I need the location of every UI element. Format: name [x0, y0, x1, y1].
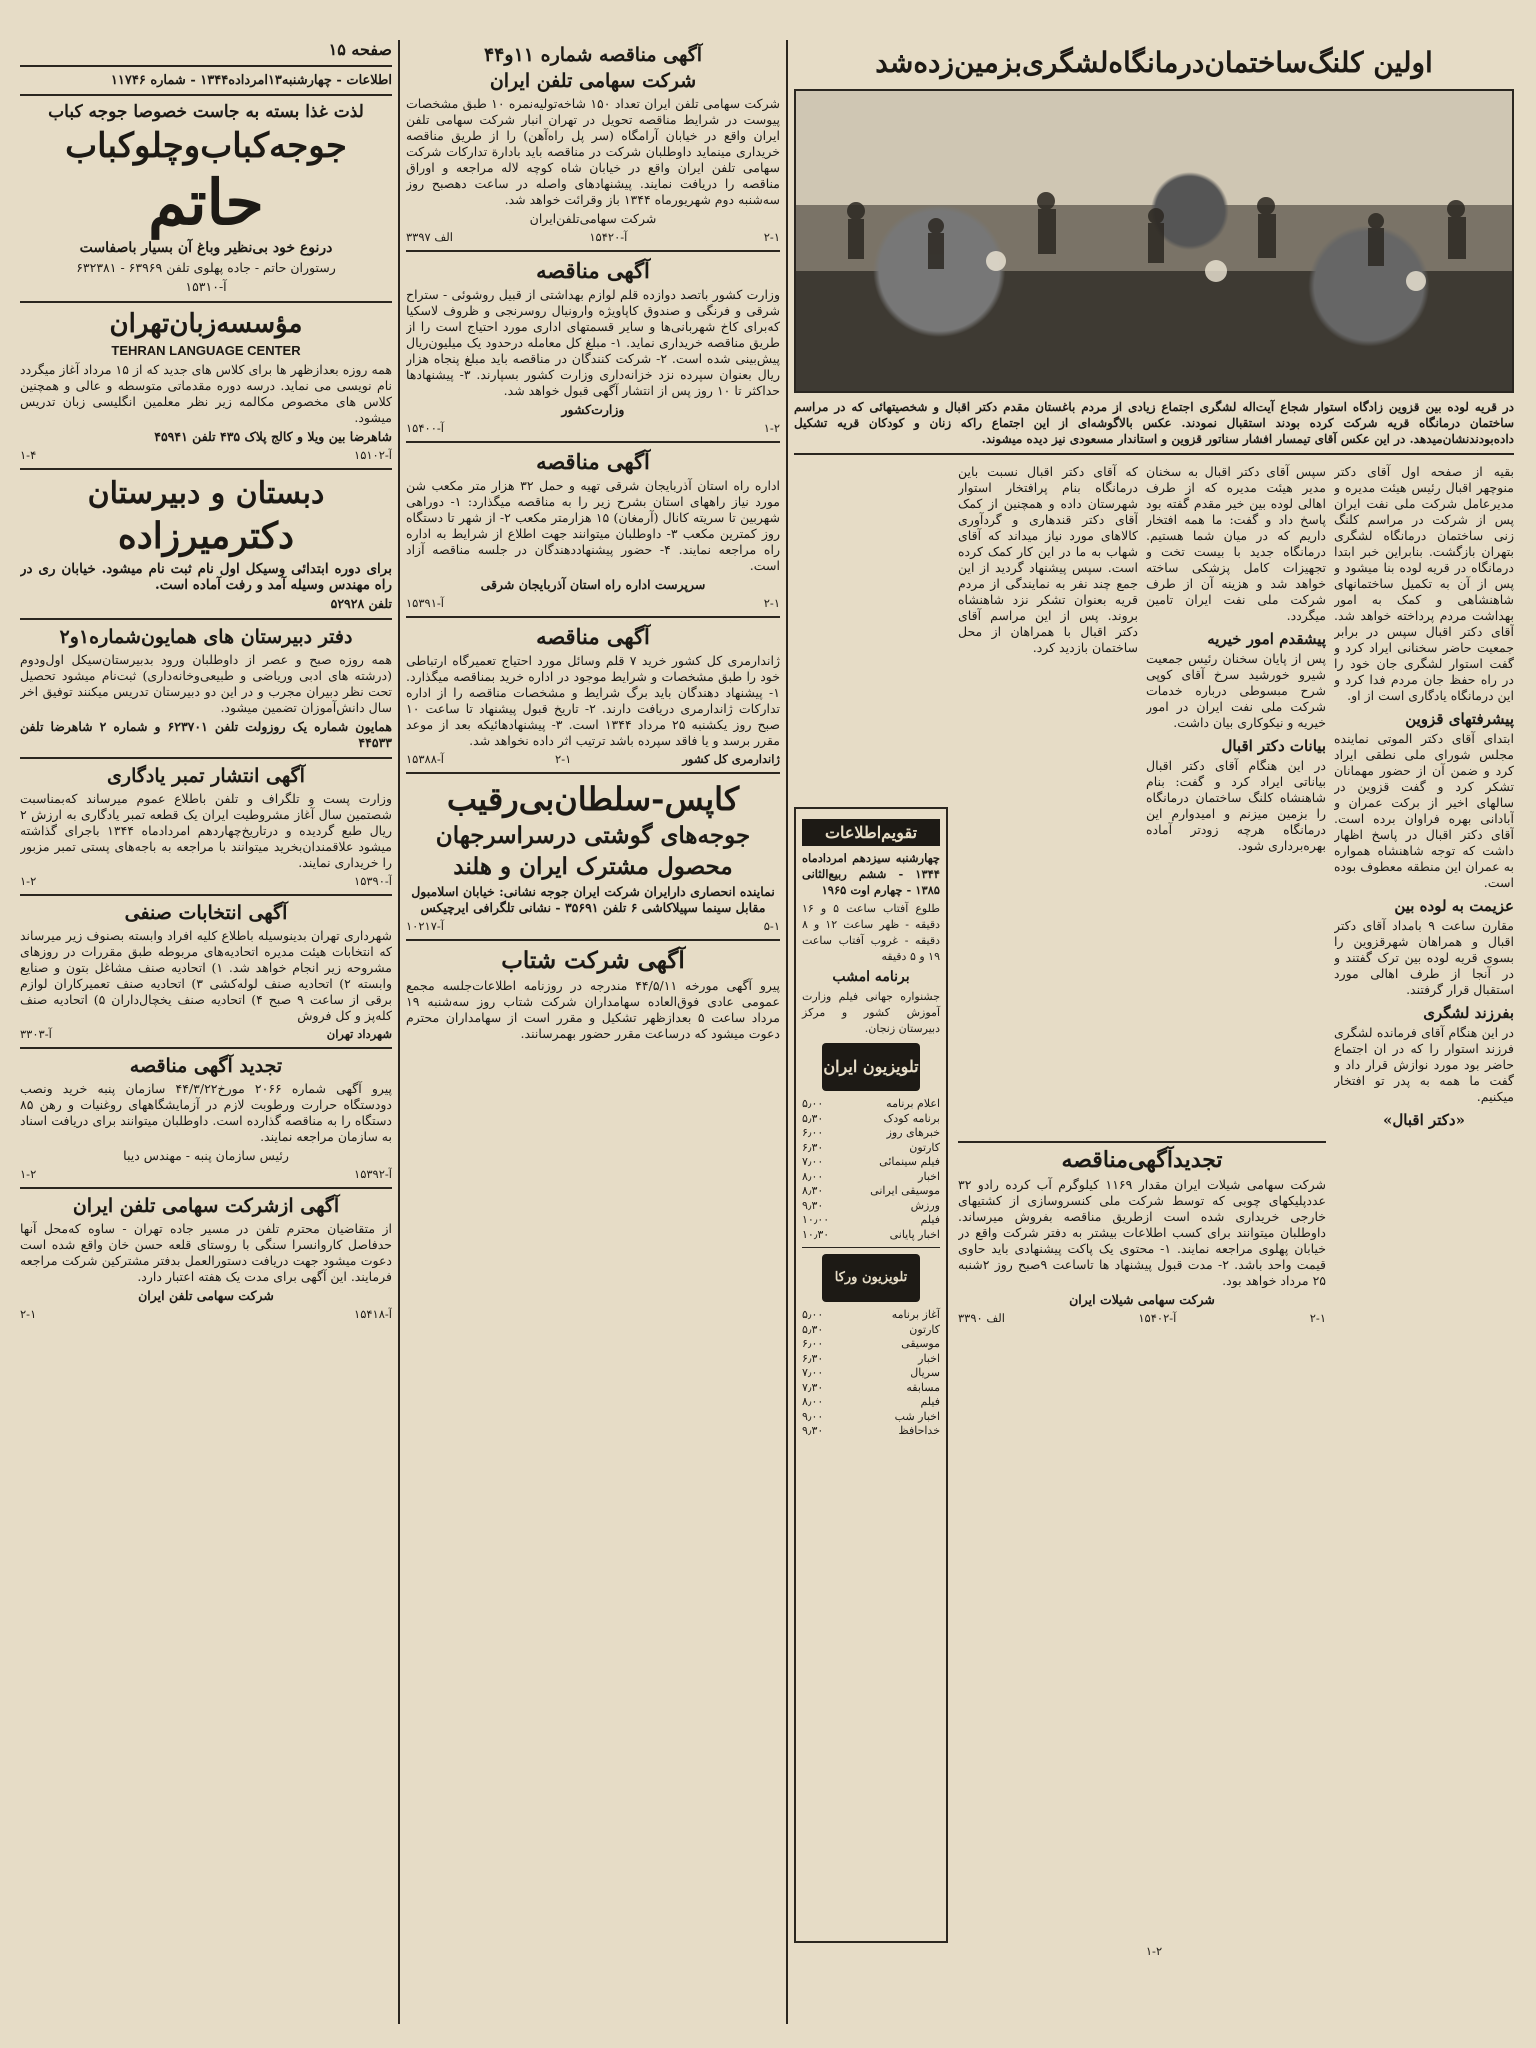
guild-code: آ-۳۳۰۳ — [20, 1027, 52, 1041]
tv-program-time: ۶٫۳۰ — [802, 1140, 824, 1154]
tv-program-time: ۹٫۳۰ — [802, 1424, 824, 1437]
caps-title: کاپس-سلطان‌بی‌رقیب — [446, 780, 740, 818]
tv-program-name: اخبار — [918, 1351, 940, 1365]
tv-program-name: خبرهای روز — [886, 1126, 940, 1139]
guild-body: شهرداری تهران بدینوسیله باطلاع کلیه افراد وابسته بصنوف زیر میرساند که انتخابات هیئت مدیره اتحادیه‌های مربوطه طبق مقررات در روزهای مشروحه زیر انجام خواهد شد. ۱) اتحادیه صنف مشاغل بتون و صنایع وابسته ۲) اتحادیه صنف لوله‌کشی ۳) اتحادیه صنف تعمیرکاران لوازم برقی از ساعت ۹ صبح ۴) اتحادیه صنف یخچال‌داران ۵) اتحادیه صنف کله‌پز و کل فروش — [20, 928, 392, 1023]
article-col-1 — [1334, 461, 1514, 1941]
fisheries-tender-sign: شرکت سهامی شیلات ایران — [1069, 1292, 1215, 1307]
fisheries-tender-alef: الف ۳۳۹۰ — [958, 1311, 1005, 1325]
feat3-heading: بفرزند لشگری — [1423, 1004, 1514, 1022]
right-section — [794, 40, 1514, 2024]
tv-program-item — [802, 1112, 940, 1127]
feat5-body: در این هنگام آقای دکتر اقبال بیاناتی ایراد کرد و گفت: بنام شاهنشاه کلنگ ساختمان درمانگاه را بزمین میزنم و امیدوارم این درمانگاه هرچه زودتر آماده بهره‌برداری شود. — [1146, 758, 1326, 853]
tv-schedule-1 — [802, 1097, 940, 1242]
tender1-num: ۲-۱ — [763, 230, 780, 244]
tv-program-item — [802, 1308, 940, 1323]
tv-program-time: ۷٫۰۰ — [802, 1155, 824, 1168]
shetab-ad — [406, 947, 780, 1042]
phone-notice-num: ۲-۱ — [20, 1307, 37, 1321]
tv-program-name: آغاز برنامه — [891, 1308, 940, 1321]
tehran-lang-title-en: TEHRAN LANGUAGE CENTER — [111, 343, 301, 358]
caps-body: نماینده انحصاری دارایران شرکت ایران جوجه نشانی: خیابان اسلامبول مقابل سینما سپیلاکاشی ۶ تلفن ۳۵۶۹۱ - نشانی تلگرافی ایرچیکس — [411, 884, 775, 915]
feat2-body: مقارن ساعت ۹ بامداد آقای دکتر اقبال و همراهان شهرقزوین را بسوی قریه لوده بین ترک گفتند و در آنجا از طرف اهالی مورد استقبال قرار گرفتند. — [1334, 918, 1514, 997]
feat4-body: پس از پایان سخنان رئیس جمعیت شیرو خورشید سرخ آقای کوپی شرح مبسوطی درباره خدمات شرکت ملی نفت ایران در امور خیریه و نیکوکاری بیان داشت. — [1146, 651, 1326, 730]
left-column — [20, 40, 392, 2024]
tender2-num: ۱-۲ — [763, 421, 780, 435]
tv-sun: طلوع آفتاب ساعت ۵ و ۱۶ دقیقه - ظهر ساعت ۱۲ و ۸ دقیقه - غروب آفتاب ساعت ۱۹ و ۵ دقیقه — [802, 902, 941, 963]
tv-program-time: ۸٫۰۰ — [802, 1395, 824, 1408]
tv-program-time: ۶٫۳۰ — [802, 1351, 824, 1365]
tv-program-time: ۵٫۰۰ — [802, 1097, 824, 1110]
guild-title: آگهی انتخابات صنفی — [124, 902, 288, 924]
cotton-tender-num: ۱-۲ — [20, 1167, 37, 1181]
tender3-num: ۲-۱ — [763, 596, 780, 610]
tv-program-item — [802, 1126, 940, 1141]
article-body-2: سپس آقای دکتر اقبال به سخنان مدیر هیئت مدیره که از طرف اهالی لوده بین خیر مقدم گفته بود پاسخ داد و گفت: ما همه افتخار داریم که در میان شما هستیم. درمانگاه جدید با بیست تخت و تجهیزات کامل پزشکی ساخته خواهد شد و هزینه آن از طرف شرکت ملی نفت ایران تامین میگردد. — [1146, 464, 1326, 623]
tender4-ad — [406, 624, 780, 766]
newspaper-page — [20, 40, 1514, 2024]
tehran-lang-num: ۱-۴ — [20, 448, 37, 462]
tv-program-name: برنامه کودک — [883, 1111, 940, 1125]
tender4-sign: ژاندارمری کل کشور — [682, 752, 780, 766]
tv-tonight-body: جشنواره جهانی فیلم وزارت آموزش کشور و مرکز دبیرستان زنجان. — [802, 990, 940, 1035]
tender3-body: اداره راه استان آذربایجان شرقی تهیه و حمل ۳۲ هزار متر مکعب شن مورد نیاز راههای استان بشرح زیر را به مناقصه میگذارد: ۱- دوراهی شهربین تا سریته کانال (آرمغان) ۱۵ هزارمتر مکعب ۲- از شهر تا دستگاه روز کمترین مکعب ۳- داوطلبان میتوانند جهت اطلاع از شرایط به اداره راه مراجعه نمایند. ۴- حضور پیشنهاددهندگان در جلسه مناقصه آزاد است. — [406, 478, 780, 573]
tender1-alef: الف ۳۳۹۷ — [406, 230, 453, 244]
shetab-body: پیرو آگهی مورخه ۴۴/۵/۱۱ مندرجه در روزنامه اطلاعات‌جلسه مجمع عمومی عادی فوق‌العاده سهامداران شرکت شتاب روز سه‌شنبه ۱۹ مرداد ساعت ۵ بعدازظهر تشکیل و مقرر است از سهامداران محترم دعوت میشود که درساعت مقرر حضور بهمرسانند. — [406, 978, 780, 1041]
tv-program-item — [802, 1228, 940, 1243]
tv-program-name: اخبار پایانی — [889, 1227, 940, 1241]
cotton-tender-body: پیرو آگهی شماره ۲۰۶۶ مورخ۴۴/۳/۲۲ سازمان پنبه خرید ونصب دودستگاه حرارت ورطوبت لازم در آزمایشگاههای روغنیات و رهن ۸۵ دستگاه را به مناقصه گذارده است. داوطلبان میتوانند برای دریافت اسناد به سازمان مراجعه نمایند. — [20, 1081, 392, 1144]
stamp-body: وزارت پست و تلگراف و تلفن باطلاع عموم میرساند که‌بمناسبت شصتمین سال آغاز مشروطیت ایران یک قطعه تمبر یادگاری به ارزش ۲ ریال طبع گردیده و درتاریخ‌چهاردهم امردادماه ۱۳۴۴ باجرای گذاشته میشود علاقمندان‌بخرید میتوانند با مراجعه به باجه‌های پستی تمبر مزبور را خریداری نمایند. — [20, 791, 392, 870]
tv-tonight: برنامه امشب — [832, 969, 910, 985]
fisheries-tender-ad — [958, 1141, 1326, 1783]
phone-notice-code: آ-۱۵۴۱۸ — [354, 1307, 392, 1321]
tv-program-time: ۹٫۳۰ — [802, 1198, 824, 1212]
tender3-sign: سرپرست اداره راه استان آذربایجان شرقی — [480, 577, 706, 592]
tender3-code: آ-۱۵۳۹۱ — [406, 596, 444, 610]
dateline: اطلاعات - چهارشنبه۱۳امرداده۱۳۴۴ - شماره ۱۱۷۴۶ — [110, 73, 392, 88]
caps-ad — [406, 780, 780, 933]
feat5-heading: بیانات دکتر اقبال — [1221, 737, 1326, 755]
tv-program-item — [802, 1366, 940, 1381]
tv-program-name: ورزش — [910, 1198, 940, 1212]
mirzadeh-title2: دکترمیرزاده — [117, 515, 295, 557]
tv-program-item — [802, 1141, 940, 1156]
cotton-tender-title: تجدید آگهی مناقصه — [129, 1055, 283, 1077]
tv-program-name: اخبار شب — [894, 1409, 940, 1423]
photo-caption: در قریه لوده بین قزوین زادگاه استوار شجاع آیت‌اله لشگری اجتماع زیادی از مردم باغستان مقدم دکتر اقبال و شخصیتهائی که در مراسم ساختمان درمانگاه قریه شرکت کرده بودند استقبال نمودند. عکس بالاگوشه‌ای از این اجتماع راکه زنان و کودکان قریه تشکیل داده‌بودند‌نشان‌میدهد. در این عکس آقای تیمسار افشار سناتور قزوین و استاندار مسعودی نیز دیده میشوند. — [794, 400, 1514, 446]
homayoun-title: دفتر دبیرستان های همایون‌شماره۱و۲ — [59, 626, 353, 648]
cotton-tender-ad — [20, 1055, 392, 1181]
tehran-lang-addr: شاهرضا بین ویلا و کالج پلاک ۴۳۵ تلفن ۴۵۹۴۱ — [154, 429, 392, 444]
tv-program-time: ۶٫۰۰ — [802, 1337, 824, 1350]
tender3-ad — [406, 449, 780, 610]
tv-logo-iran: تلویزیون ایران — [822, 1043, 920, 1091]
homayoun-body: همه روزه صبح و عصر از داوطلبان ورود بدبیرستان‌سیکل اول‌ودوم (درشته های ادبی وریاضی و طبیعی‌وخانه‌داری) ثبت‌نام میشود تحصیل تحت نظر دبیران مجرب و در این دو دبیرستان تدریس میکنند توفیق اخر سال دانش‌آموزان تضمین میشود. — [20, 652, 392, 715]
tender4-body: ژاندارمری کل کشور خرید ۷ قلم وسائل مورد احتیاج تعمیرگاه ارتباطی خود را طبق مشخصات و شرایط موجود در اداره خرید بمناقصه میگذارد. ۱- پیشنهاد دهندگان باید برگ شرایط و مشخصات مناقصه را از اداره تدارکات ژاندارمری دریافت دارند. ۲- تاریخ قبول پیشنهاد تا ساعت ۱۰ صبح روز یکشنبه ۲۵ مرداد ۱۳۴۴ است. ۳- پیشنهادهائیکه بعد از موعد مقرر برسد و یا فاقد سپرده باشد ترتیب اثر داده نخواهد شد. — [406, 653, 780, 748]
phone-notice-ad — [20, 1195, 392, 1321]
tv-program-name: موسیقی — [901, 1337, 940, 1350]
phone-notice-title: آگهی ازشرکت سهامی تلفن ایران — [72, 1195, 340, 1217]
tv-program-item — [802, 1155, 940, 1170]
tv-program-item — [802, 1199, 940, 1214]
crowd-figures-icon — [796, 91, 1512, 387]
tv-header: تقویم‌اطلاعات — [802, 819, 940, 846]
tv-program-name: کارتون — [909, 1322, 940, 1336]
feat1-heading: پیشرفتهای قزوین — [1405, 710, 1514, 728]
tv-program-time: ۱۰٫۳۰ — [802, 1227, 830, 1241]
tv-program-name: کارتون — [909, 1140, 940, 1154]
tv-program-item — [802, 1213, 940, 1228]
mirzadeh-title1: دبستان و دبیرستان — [87, 476, 325, 511]
tv-program-time: ۷٫۰۰ — [802, 1366, 824, 1379]
tehran-lang-code: آ-۱۵۱۰۲ — [354, 448, 392, 462]
phone-notice-body: از متقاضیان محترم تلفن در مسیر جاده تهران - ساوه که‌محل آنها حدفاصل کاروانسرا سنگی با روستای قلعه حسن خان واقع شده است دعوت میشود جهت دریافت دستورالعمل بدفتر مشترکین شرکت مراجعه فرمایند. این آگهی برای مدت یک هفته اعتبار دارد. — [20, 1221, 392, 1284]
headline: اولین کلنگ‌ساختمان‌درمانگاه‌لشگری‌بزمین‌زده‌شد — [875, 46, 1433, 79]
tender1-company: شرکت سهامی تلفن ایران — [489, 70, 697, 92]
hatam-addr: رستوران حاتم - جاده پهلوی تلفن ۶۳۹۶۹ - ۶۳۲۳۸۱ — [76, 260, 336, 275]
tv-program-time: ۵٫۰۰ — [802, 1308, 824, 1321]
tender2-body: وزارت کشور باتصد دوازده قلم لوازم بهداشتی از قبیل روشوئی - ستراح شرقی و فرنگی و صندوق کاپاویژه وارونیال روسرنجی و ظروف لاسکیا که‌برای کاخ شهربانی‌ها و سایر قسمتهای اداری مورد احتیاج است را از طریق مناقصه خریداری نماید. ۱- مبلغ کل معامله درحدود یک میلیون‌ریال پیش‌بینی شده است. ۲- شرکت کنندگان در مناقصه باید مبلغ پنجاه هزار ریال بعنوان سپرده نزد خزانه‌داری وزارت کشور بسپارند. ۳- پیشنهادها حداکثر تا ۱۰ روز پس از انتشار آگهی قبول خواهد شد. — [406, 287, 780, 398]
tv-program-time: ۸٫۰۰ — [802, 1169, 824, 1183]
tv-program-name: اخبار — [918, 1169, 940, 1183]
hatam-title2: حاتم — [148, 166, 264, 239]
tv-program-item — [802, 1395, 940, 1410]
cotton-tender-sign: رئیس سازمان پنبه - مهندس دیبا — [123, 1148, 289, 1163]
tv-program-item — [802, 1170, 940, 1185]
tv-program-time: ۸٫۳۰ — [802, 1184, 824, 1197]
stamp-title: آگهی انتشار تمبر یادگاری — [107, 765, 305, 787]
tv-program-item — [802, 1097, 940, 1112]
tender2-ad — [406, 258, 780, 435]
tender2-title: آگهی مناقصه — [536, 258, 650, 283]
tender4-num: ۲-۱ — [555, 752, 572, 766]
tv-logo-2: تلویزیون ورکا — [822, 1254, 920, 1302]
hatam-sub: درنوع خود بی‌نظیر وباغ آن بسیار باصفاست — [79, 240, 333, 256]
tender1-sign: شرکت سهامی‌تلفن‌ایران — [529, 211, 657, 226]
tv-program-time: ۶٫۰۰ — [802, 1126, 824, 1139]
tender2-code: آ-۱۵۴۰۰ — [406, 421, 444, 435]
tv-program-item — [802, 1424, 940, 1439]
tender1-code: آ-۱۵۴۲۰ — [589, 230, 628, 244]
mirzadeh-body: برای دوره ابتدائی وسیکل اول نام ثبت نام میشود. خیابان ری در راه مهندس وسیله آمد و رفت آماده است. — [20, 561, 392, 593]
article-body-1: بقیه از صفحه اول آقای دکتر منوچهر اقبال رئیس هیئت مدیره و مدیرعامل شرکت ملی نفت ایران پس از شرکت در مراسم کلنگ زنی ساختمان درمانگاه لشگری بتهران بازگشت. بنابراین خبر ابتدا درمانگاه در قریه لوده بنا میشود و پس از آن به تکمیل ساختمانهای شاهنشاهی و کمک به امور بهداشت مردم پرداخته خواهد شد. آقای دکتر اقبال سپس در برابر جمعیت حاضر سخنانی ایراد کرد و گفت استوار لشگری جان خود را در راه حفظ جان مردم فدا کرد و این درمانگاه یادگاری است از او. — [1334, 464, 1514, 703]
tender4-title: آگهی مناقصه — [536, 624, 650, 649]
tv-program-item — [802, 1381, 940, 1396]
tv-program-name: مسابقه — [906, 1380, 940, 1394]
tv-program-item — [802, 1410, 940, 1425]
tehran-lang-title: مؤسسه‌زبان‌تهران — [109, 309, 303, 339]
fisheries-tender-body: شرکت سهامی شیلات ایران مقدار ۱۱۶۹ کیلوگرم آب کرده رادو ۳۲ عددپلیکهای چوبی که توسط شرکت ملی کنسروسازی از کشتیهای خارجی خریداری شده است ازطریق مناقصه بفروش میرساند. داوطلبان میتوانند برای کسب اطلاعات بیشتر به دفتر شرکت واقع در خیابان پهلوی مراجعه نمایند. ۱- محتوی یک پاکت پیشنهادی باید حاوی قیمت واحد باشد. ۲- مدت قبول پیشنهاد ها تاساعت ۹صبح روز ۲شنبه ۲۵ مرداد خواهد بود. — [958, 1177, 1326, 1288]
tv-program-name: سریال — [910, 1366, 940, 1379]
guild-ad — [20, 902, 392, 1041]
phone-notice-sign: شرکت سهامی تلفن ایران — [138, 1288, 274, 1303]
tv-program-name: موسیقی ایرانی — [870, 1184, 940, 1197]
tv-schedule-2 — [802, 1308, 940, 1439]
caps-num: ۵-۱ — [763, 919, 780, 933]
tv-program-item — [802, 1352, 940, 1367]
tv-program-name: فیلم — [920, 1213, 940, 1226]
hatam-tagline: لذت غذا بسته به جاست خصوصا جوجه کباب — [48, 102, 364, 122]
middle-column — [406, 40, 780, 2024]
tehran-lang-body: همه روزه بعدازظهر ها برای کلاس های جدید که از ۱۵ مرداد آغاز میگردد نام نویسی می نماید. درسه دوره مقدماتی متوسطه و عالی و همچنین کلاس های مخصوص مکالمه زیر نظر معلمین انگلیسی زبان تدریس میشود. — [20, 362, 392, 425]
feat1-body: ابتدای آقای دکتر الموتی نماینده مجلس شورای ملی نطقی ایراد کرد و ضمن آن از حضور مهمانان تشکر کرد و گفت قزوین در سالهای اخیر از برکت عمران و آبادانی بهره فراوان برده است. آقای دکتر اقبال در پاسخ اظهار داشت که توجه شاهنشاه همواره به عمران این منطقه معطوف بوده است. — [1334, 731, 1514, 890]
fisheries-tender-num: ۲-۱ — [1309, 1311, 1326, 1325]
tender4-code: آ-۱۵۳۸۸ — [406, 752, 444, 766]
stamp-code: آ-۱۵۳۹۰ — [354, 874, 392, 888]
tv-program-time: ۵٫۳۰ — [802, 1111, 824, 1125]
stamp-ad — [20, 765, 392, 888]
caps-code: آ-۱۰۲۱۷ — [406, 919, 444, 933]
tv-program-item — [802, 1184, 940, 1199]
homayoun-addr: همایون شماره یک روزولت تلفن ۶۲۳۷۰۱ و شماره ۲ شاهرضا تلفن ۴۴۵۳۳ — [20, 719, 392, 750]
cotton-tender-code: آ-۱۵۳۹۲ — [354, 1167, 392, 1181]
fisheries-tender-code: آ-۱۵۴۰۲ — [1138, 1311, 1177, 1325]
tv-program-name: فیلم — [920, 1395, 940, 1408]
page-label: صفحه ۱۵ — [328, 40, 392, 59]
quote-heading: «دکتر اقبال» — [1383, 1111, 1465, 1129]
tv-program-item — [802, 1337, 940, 1352]
right-num: ۱-۲ — [1145, 1944, 1163, 1958]
feat2-heading: عزیمت به لوده بین — [1394, 897, 1514, 915]
mirzadeh-ad — [20, 476, 392, 612]
shetab-title: آگهی شرکت شتاب — [501, 947, 685, 974]
feat3-body: در این هنگام آقای فرمانده لشگری فرزند استوار را که در ان اجتماع حاضر بود مورد نوازش قرار داد و گفت ما همه به پدر تو افتخار میکنیم. — [1334, 1025, 1514, 1104]
mirzadeh-phone: تلفن ۵۲۹۲۸ — [330, 596, 392, 611]
caps-sub1: جوجه‌های گوشتی درسراسرجهان — [435, 822, 751, 849]
tv-date: چهارشنبه سیزدهم امردادماه ۱۳۴۴ - ششم ربیع‌الثانی ۱۳۸۵ - چهارم اوت ۱۹۶۵ — [802, 851, 940, 897]
tv-program-name: اعلام برنامه — [886, 1097, 940, 1110]
tv-program-name: خداحافظ — [898, 1424, 940, 1437]
fisheries-tender-title: تجدیدآگهی‌مناقصه — [1061, 1147, 1223, 1173]
hatam-title1: جوجه‌کباب‌وچلوکباب — [65, 126, 347, 166]
article-col-3 — [958, 461, 1138, 1121]
tv-program-name: فیلم سینمائی — [879, 1155, 940, 1168]
stamp-num: ۱-۲ — [20, 874, 37, 888]
guild-sign: شهرداد تهران — [326, 1027, 392, 1041]
hatam-code: آ-۱۵۳۱۰ — [185, 279, 227, 294]
tender2-sign: وزارت‌کشور — [561, 402, 625, 417]
feat4-heading: پیشقدم امور خیریه — [1207, 630, 1326, 648]
rally-photo — [794, 89, 1514, 393]
tender1-ad — [406, 44, 780, 244]
hatam-ad — [20, 102, 392, 295]
caps-sub2: محصول مشترک ایران و هلند — [453, 853, 733, 880]
homayoun-ad — [20, 626, 392, 751]
tehran-lang-ad — [20, 309, 392, 462]
column-rule — [398, 40, 400, 2024]
tv-program-time: ۱۰٫۰۰ — [802, 1213, 830, 1226]
tv-program-item — [802, 1323, 940, 1338]
article-body-3: که آقای دکتر اقبال نسبت باین درمانگاه بنام پرافتخار استوار شهرستان داده و همچنین از کمک آقای دکتر قندهاری و گردآوری کالاهای مورد نیاز میداند که آقای شهاب به ما در این کار کمک کرده است. سپس پیشنهاد گردید از این جمع چند نفر به نمایندگی از مردم قریه بعنوان تشکر نزد شاهنشاه بروند. پس از این مراسم آقای دکتر اقبال با همراهان از محل ساختمان بازدید کرد. — [958, 464, 1138, 655]
tender3-title: آگهی مناقصه — [536, 449, 650, 474]
tv-program-time: ۹٫۰۰ — [802, 1409, 824, 1423]
tender1-body: شرکت سهامی تلفن ایران تعداد ۱۵۰ شاخه‌تولیه‌نمره ۱۰ طبق مشخصات پیوست در شرایط مناقصه تحویل در تهران انبار شرکت سهامی تلفن ایران واقع در خیابان آرامگاه (سر پل راه‌آهن) را از طریق مناقصه خریداری مینماید داوطلبان شرکت در مناقصه باید بادارة تدارکات شرکت سهامی تلفن ایران واقع در خیابان شاه کوچه لاله مراجعه و اوراق مناقصه را دریافت نمایند. پیشنهادهای واصله در ساعت دهصبح روز سه‌شنبه دوم شهریورماه ۱۳۴۴ باز وقرائت خواهد شد. — [406, 96, 780, 207]
tv-program-time: ۷٫۳۰ — [802, 1380, 824, 1394]
tv-program-time: ۵٫۳۰ — [802, 1322, 824, 1336]
tender1-title: آگهی مناقصه شماره ۱۱و۴۴ — [483, 44, 703, 66]
tv-calendar-box — [794, 807, 948, 1943]
column-rule — [786, 40, 788, 2024]
